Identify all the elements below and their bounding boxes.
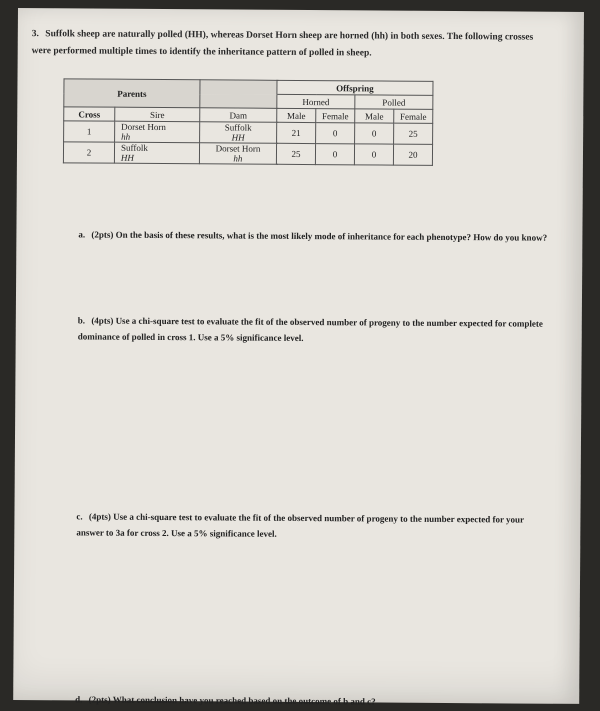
polled-male-header: Male — [355, 109, 394, 123]
horned-male-header: Male — [277, 108, 316, 122]
horned-header: Horned — [277, 94, 355, 109]
cross-header: Cross — [64, 107, 115, 121]
crosses-table — [63, 78, 434, 166]
sire-header: Sire — [115, 107, 200, 122]
polled-female-header: Female — [394, 109, 433, 123]
offspring-header: Offspring — [277, 80, 433, 95]
dam-header: Dam — [200, 108, 277, 123]
polled-header: Polled — [355, 95, 433, 110]
worksheet-page — [13, 8, 584, 707]
part-c: c. (4pts) Use a chi-square test to evaluate the fit of the observed number of progeny to the number expected for your answer to 3a for cross 2. Use a 5% significance level. — [76, 511, 524, 539]
question-intro — [32, 26, 552, 64]
part-b: b. (4pts) Use a chi-square test to evaluate the fit of the observed number of progeny to the number expected for complete dominance of polled in cross 1. Use a 5% significance level. — [77, 315, 543, 344]
question-number: 3. — [31, 29, 39, 40]
parents-header: Parents — [64, 79, 200, 108]
question-text: Suffolk sheep are naturally polled (HH), whereas Dorset Horn sheep are horned (hh) in both sexes. The following crosses were performed multiple times to identify the inheritance pattern of polled in sheep. — [31, 29, 534, 59]
table-row: 1 Dorset Horn hh Suffolk HH 21 0 0 25 — [64, 121, 433, 145]
horned-female-header: Female — [316, 109, 355, 123]
table-row: 2 Suffolk HH Dorset Horn hh 25 0 0 20 — [63, 142, 432, 166]
part-d: d. (2pts) What conclusion have you reached based on the outcome of b and c? — [75, 694, 376, 707]
part-a: a. (2pts) On the basis of these results, what is the most likely mode of inheritance for each phenotype? How do you know? — [78, 229, 548, 243]
